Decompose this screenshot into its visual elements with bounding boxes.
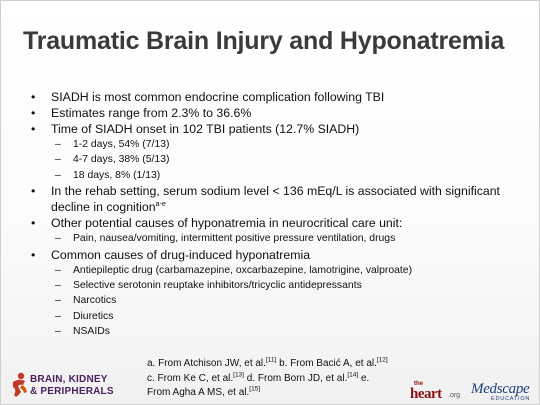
sub-bullet-item — [29, 293, 529, 308]
bullet-dot-icon: • — [31, 106, 36, 120]
bullet-text: Pain, nausea/vomiting, intermittent positive pressure ventilation, drugs — [73, 233, 396, 245]
bullet-dot-icon: • — [31, 122, 36, 136]
bullet-dash-icon: – — [55, 310, 61, 322]
sub-bullet-item — [29, 324, 529, 339]
bullet-dash-icon: – — [55, 233, 61, 245]
reference-text: a. From Atchison JW, et al. — [147, 358, 266, 369]
sub-bullet-item — [29, 168, 529, 183]
bullet-item — [29, 121, 529, 137]
sub-bullet-item — [29, 278, 529, 293]
medscape-logo — [471, 381, 537, 403]
bullet-dot-icon: • — [31, 90, 36, 104]
figure-icon — [9, 372, 29, 398]
sub-bullet-item — [29, 263, 529, 278]
theheart-main: heart — [410, 386, 442, 402]
bullet-dash-icon: – — [55, 295, 61, 307]
bullet-item — [29, 105, 529, 121]
bullet-text: 18 days, 8% (1/13) — [73, 169, 161, 181]
reference-number: [12] — [376, 356, 388, 364]
bullet-dot-icon: • — [31, 247, 36, 262]
slide-title: Traumatic Brain Injury and Hyponatremia — [23, 27, 505, 55]
sub-bullet-item — [29, 309, 529, 324]
bullet-dot-icon: • — [31, 184, 36, 199]
sub-bullet-item — [29, 137, 529, 152]
bullet-dot-icon: • — [31, 216, 36, 231]
medscape-sub: EDUCATION — [491, 396, 531, 402]
bullet-text: Narcotics — [73, 295, 117, 307]
bullet-dash-icon: – — [55, 326, 61, 338]
bullet-dash-icon: – — [55, 280, 61, 292]
reference-text: e. From Agha A MS, et al. — [147, 372, 370, 398]
sub-bullet-item — [29, 231, 529, 246]
references — [147, 357, 395, 401]
bullet-text: Selective serotonin reuptake inhibitors/tricyclic antidepressants — [73, 280, 362, 292]
brain-kidney-peripherals-logo — [9, 372, 149, 400]
reference-number: [14] — [347, 371, 359, 379]
bullet-item — [29, 183, 529, 215]
bullet-text: SIADH is most common endocrine complication following TBI — [51, 90, 385, 104]
bullet-list — [29, 89, 529, 340]
bullet-dash-icon: – — [55, 169, 61, 181]
bullet-text: Antiepileptic drug (carbamazepine, oxcarbazepine, lamotrigine, valproate) — [73, 264, 413, 276]
theheart-the: the — [414, 381, 423, 387]
bullet-text: 4-7 days, 38% (5/13) — [73, 154, 170, 166]
bullet-item — [29, 89, 529, 105]
citation-superscript: a-e — [155, 201, 166, 209]
reference-number: [11] — [265, 356, 277, 364]
bullet-text: NSAIDs — [73, 326, 110, 338]
reference-text: c. From Ke C, et al. — [147, 372, 234, 384]
reference-text: b. From Bacić A, et al. — [276, 358, 377, 369]
bullet-text: Diuretics — [73, 310, 114, 322]
reference-number: [15] — [249, 385, 261, 393]
theheart-org: .org — [448, 392, 461, 399]
theheart-logo — [408, 381, 468, 403]
bullet-text: Common causes of drug-induced hyponatremia — [51, 247, 311, 262]
bullet-text: In the rehab setting, serum sodium level < 136 mEq/L is associated with significant decline in cognition — [51, 184, 500, 215]
sub-bullet-item — [29, 152, 529, 167]
bullet-text: 1-2 days, 54% (7/13) — [73, 139, 170, 150]
bkp-logo-line2: & PERIPHERALS — [30, 385, 114, 397]
bullet-dash-icon: – — [55, 139, 61, 150]
bullet-text: Other potential causes of hyponatremia in neurocritical care unit: — [51, 216, 403, 231]
medscape-main: Medscape — [471, 381, 530, 397]
reference-number: [13] — [233, 371, 244, 379]
bullet-item — [29, 247, 529, 263]
bullet-dash-icon: – — [55, 154, 61, 166]
bkp-logo-line1: BRAIN, KIDNEY — [30, 374, 108, 385]
reference-text: d. From Born JD, et al. — [243, 372, 348, 384]
bullet-text: Estimates range from 2.3% to 36.6% — [51, 106, 252, 120]
bullet-text: Time of SIADH onset in 102 TBI patients (12.7% SIADH) — [51, 122, 360, 136]
bullet-dash-icon: – — [55, 264, 61, 276]
bullet-item — [29, 215, 529, 231]
